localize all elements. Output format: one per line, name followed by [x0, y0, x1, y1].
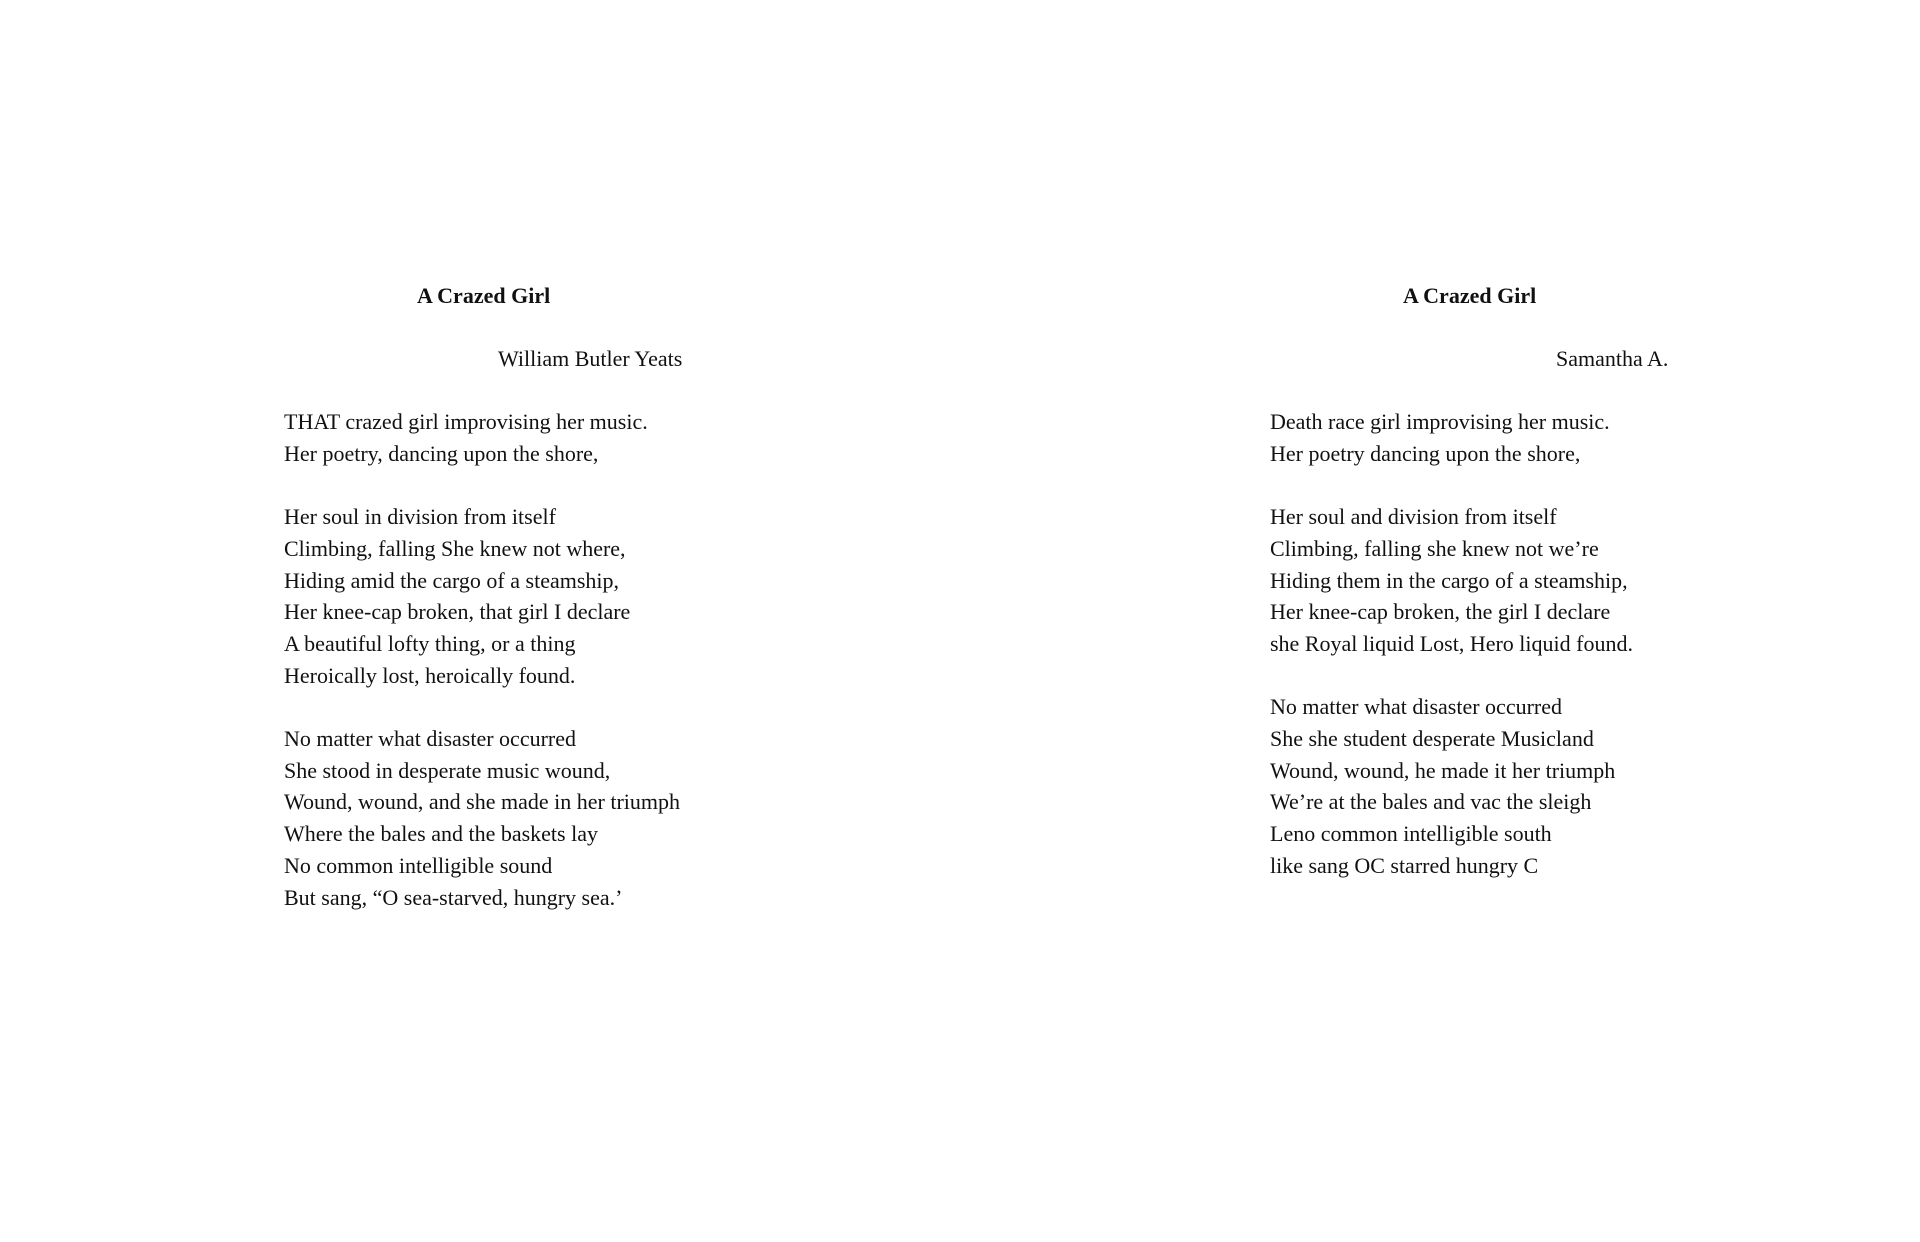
poem-line: Her poetry dancing upon the shore,	[1270, 440, 1581, 466]
poem-line: No matter what disaster occurred	[284, 726, 576, 751]
poem-line: she Royal liquid Lost, Hero liquid found.	[1270, 630, 1633, 656]
poem-line: Heroically lost, heroically found.	[284, 662, 576, 688]
poem-line: We’re at the bales and vac the sleigh	[1270, 789, 1592, 815]
poem-line: Her soul in division from itself	[284, 504, 556, 530]
poem-line: Wound, wound, he made it her triumph	[1270, 757, 1616, 783]
poem-line: Her knee-cap broken, that girl I declare	[284, 599, 631, 625]
poem-line: THAT crazed girl improvising her music.	[284, 409, 648, 434]
poem-line: Her poetry, dancing upon the shore,	[284, 440, 599, 466]
poem-line: Where the bales and the baskets lay	[284, 821, 598, 847]
poem-line: Climbing, falling She knew not where,	[284, 535, 626, 561]
poem-line: Leno common intelligible south	[1270, 821, 1552, 847]
stanza-2	[1270, 501, 1633, 660]
poem-line: A beautiful lofty thing, or a thing	[284, 630, 576, 656]
poem-line: Wound, wound, and she made in her triumph	[284, 789, 680, 815]
poem-line: Hiding amid the cargo of a steamship,	[284, 567, 620, 593]
stanza-1	[1270, 406, 1633, 469]
poem-line: Climbing, falling she knew not we’re	[1270, 535, 1599, 561]
stanza-3	[284, 723, 680, 913]
poem-line: Death race girl improvising her music.	[1270, 409, 1610, 434]
poem-line: But sang, “O sea-starved, hungry sea.’	[284, 884, 623, 910]
stanza-2	[284, 501, 680, 691]
poem-line: She stood in desperate music wound,	[284, 757, 611, 783]
poem-line: Her knee-cap broken, the girl I declare	[1270, 599, 1611, 625]
poem-title: A Crazed Girl	[1403, 283, 1537, 308]
poem-body	[284, 406, 680, 945]
poem-line: Her soul and division from itself	[1270, 504, 1557, 530]
stanza-1	[284, 406, 680, 469]
poem-line: No matter what disaster occurred	[1270, 694, 1562, 720]
poem-title: A Crazed Girl	[417, 283, 551, 308]
poem-author: William Butler Yeats	[498, 346, 683, 371]
poem-line: She she student desperate Musicland	[1270, 726, 1594, 751]
poem-body	[1270, 406, 1633, 913]
poem-line: Hiding them in the cargo of a steamship,	[1270, 567, 1628, 593]
stanza-3	[1270, 691, 1633, 881]
poem-line: like sang OC starred hungry C	[1270, 852, 1539, 878]
poem-line: No common intelligible sound	[284, 852, 553, 878]
poem-author: Samantha A.	[1556, 346, 1669, 371]
